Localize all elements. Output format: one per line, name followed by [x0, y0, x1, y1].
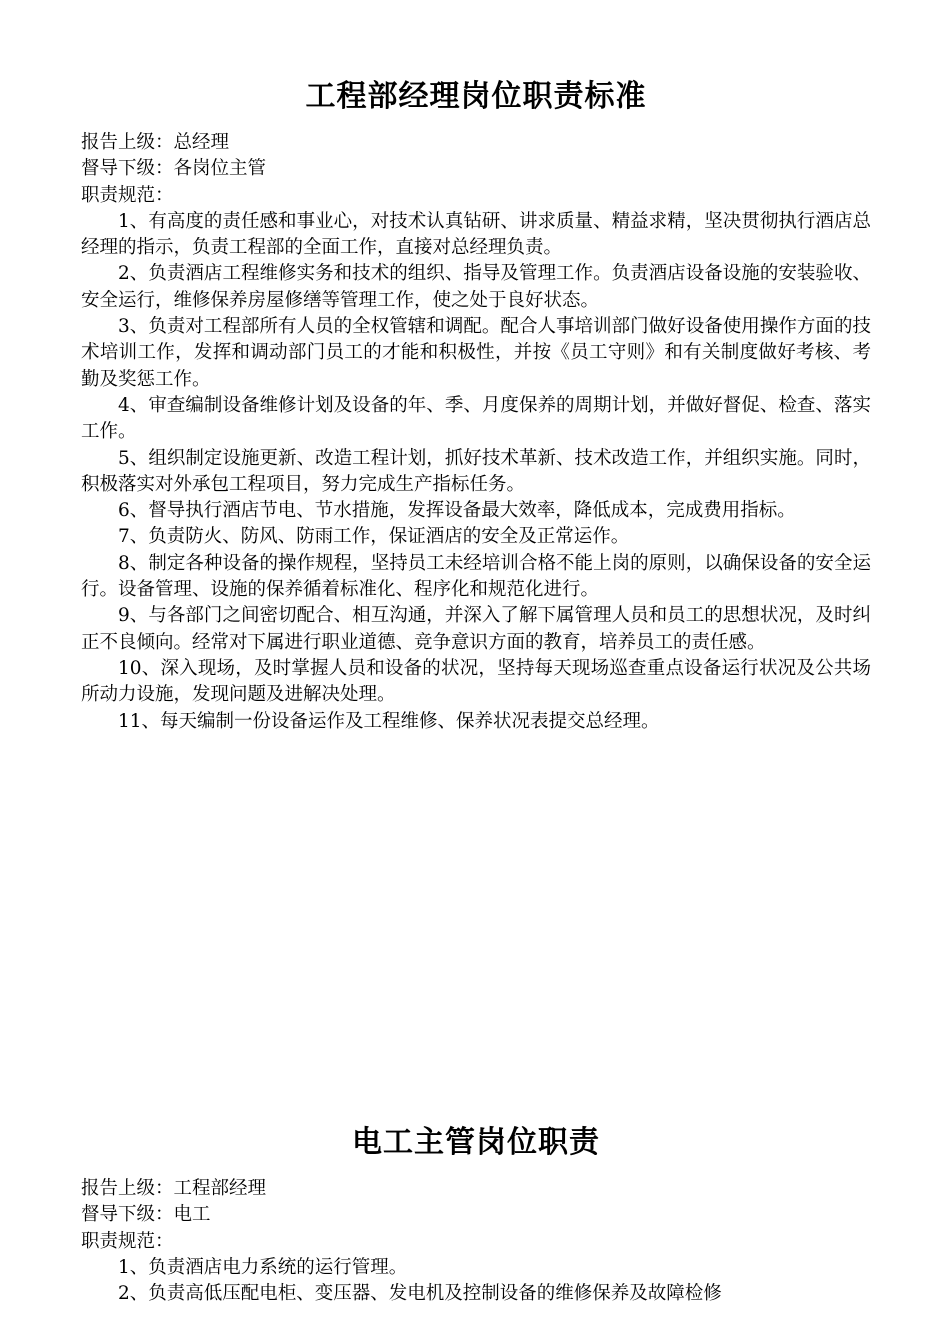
duty-item: 9、与各部门之间密切配合、相互沟通，并深入了解下属管理人员和员工的思想状况，及时纠正不良倾向。经常对下属进行职业道德、竞争意识方面的教育，培养员工的责任感。	[81, 605, 871, 653]
duty-item: 1、有高度的责任感和事业心，对技术认真钻研、讲求质量、精益求精，坚决贯彻执行酒店总经理的指示，负责工程部的全面工作，直接对总经理负责。	[81, 210, 871, 259]
duties-label: 职责规范：	[81, 184, 174, 206]
duty-item: 7、负责防火、防风、防雨工作，保证酒店的安全及正常运作。	[118, 526, 630, 548]
supervise-line: 督导下级：各岗位主管	[81, 158, 267, 180]
duty-item: 6、督导执行酒店节电、节水措施，发挥设备最大效率，降低成本，完成费用指标。	[118, 500, 796, 522]
duty-item: 2、负责酒店工程维修实务和技术的组织、指导及管理工作。负责酒店设备设施的安装验收、安全运行，维修保养房屋修缮等管理工作，使之处于良好状态。	[81, 263, 871, 311]
job-description-electrician-supervisor	[81, 1120, 871, 1307]
duty-item: 1、负责酒店电力系统的运行管理。	[118, 1256, 408, 1278]
report-to-line: 报告上级：工程部经理	[81, 1178, 267, 1199]
duty-item: 3、负责对工程部所有人员的全权管辖和调配。配合人事培训部门做好设备使用操作方面的技术培训工作，发挥和调动部门员工的才能和积极性，并按《员工守则》和有关制度做好考核、考勤及奖惩工作。	[81, 316, 871, 390]
duty-item: 11、每天编制一份设备运作及工程维修、保养状况表提交总经理。	[118, 710, 660, 732]
duty-item: 5、组织制定设施更新、改造工程计划，抓好技术革新、技术改造工作，并组织实施。同时，积极落实对外承包工程项目，努力完成生产指标任务。	[81, 447, 871, 495]
duty-item: 4、审查编制设备维修计划及设备的年、季、月度保养的周期计划，并做好督促、检查、落实工作。	[81, 394, 871, 443]
supervise-line: 督导下级：电工	[81, 1204, 211, 1226]
duty-item: 8、制定各种设备的操作规程，坚持员工未经培训合格不能上岗的原则，以确保设备的安全运行。设备管理、设施的保养循着标准化、程序化和规范化进行。	[81, 552, 871, 601]
duty-item: 2、负责高低压配电柜、变压器、发电机及控制设备的维修保养及故障检修	[118, 1283, 722, 1305]
duties-label: 职责规范：	[81, 1230, 174, 1252]
duty-item: 10、深入现场，及时掌握人员和设备的状况，坚持每天现场巡查重点设备运行状况及公共场所动力设施，发现问题及进解决处理。	[81, 657, 871, 706]
job-description-engineering-manager	[81, 74, 871, 735]
document-title: 工程部经理岗位职责标准	[305, 79, 647, 114]
document-title: 电工主管岗位职责	[352, 1125, 600, 1160]
report-to-line: 报告上级：总经理	[81, 132, 230, 153]
